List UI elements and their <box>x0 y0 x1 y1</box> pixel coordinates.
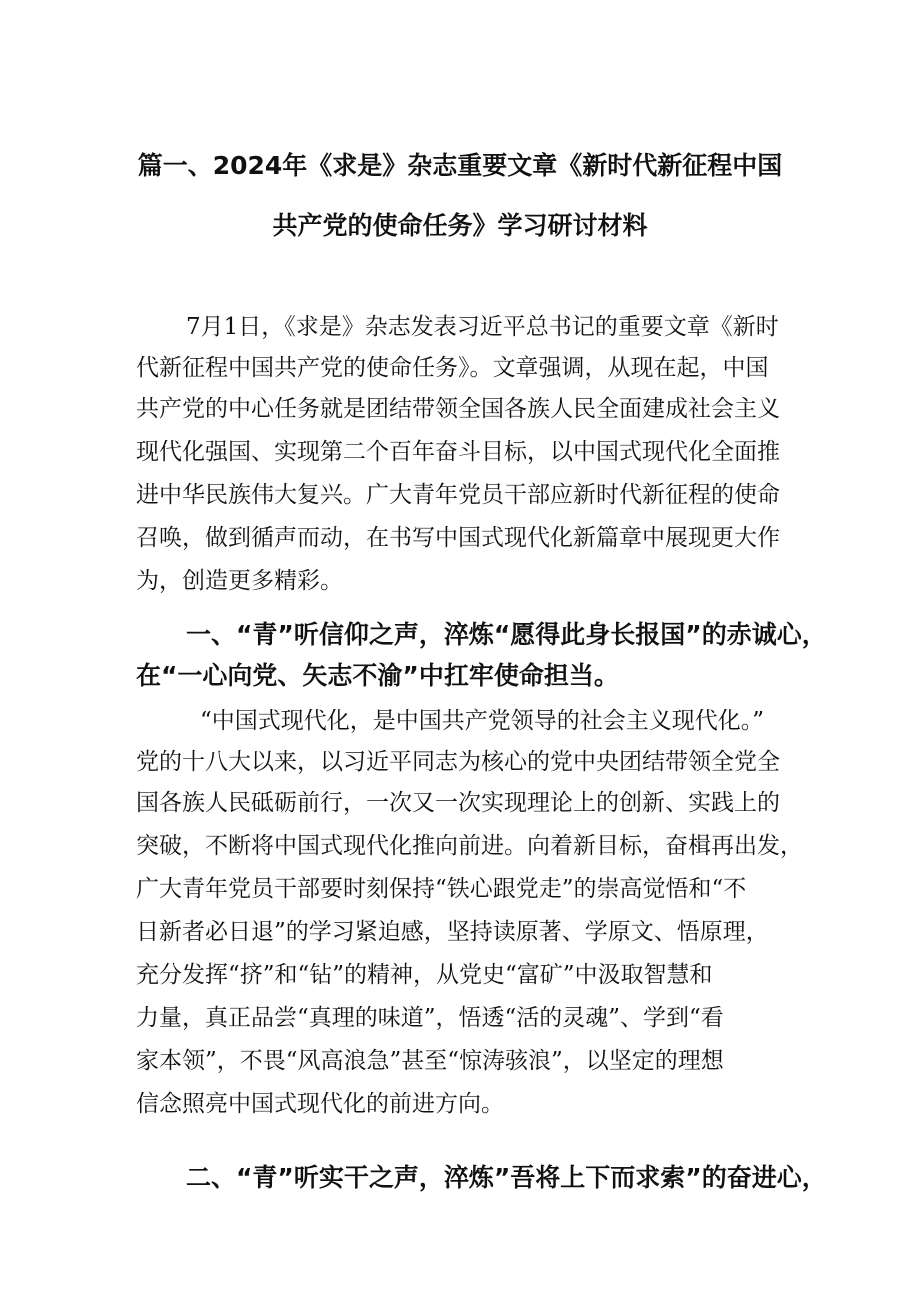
heading-line: 在“一心向党、矢志不渝”中扛牢使命担当。 <box>136 661 619 690</box>
paragraph-line: 共产党的中心任务就是团结带领全国各族人民全面建成社会主义 <box>136 396 780 422</box>
paragraph-line: 召唤，做到循声而动，在书写中国式现代化新篇章中展现更大作 <box>136 525 780 551</box>
heading-line: 一、“青”听信仰之声，淬炼“愿得此身长报国”的赤诚心， <box>186 620 827 649</box>
paragraph-line: 代新征程中国共产党的使命任务》。文章强调，从现在起，中国 <box>136 355 769 381</box>
paragraph-line: 家本领”，不畏“风高浪急”甚至“惊涛骇浪”，以坚定的理想 <box>136 1048 724 1074</box>
paragraph-line: 广大青年党员干部要时刻保持“铁心跟党走”的崇高觉悟和“不 <box>136 876 747 902</box>
paragraph-line: 7月1日，《求是》杂志发表习近平总书记的重要文章《新时 <box>186 314 779 340</box>
paragraph-line: 进中华民族伟大复兴。广大青年党员干部应新时代新征程的使命 <box>136 482 780 508</box>
paragraph-line: 国各族人民砥砺前行，一次又一次实现理论上的创新、实践上的 <box>136 790 780 816</box>
paragraph-line: 突破，不断将中国式现代化推向前进。向着新目标，奋楫再出发， <box>136 833 803 859</box>
paragraph-line: “中国式现代化，是中国共产党领导的社会主义现代化。” <box>200 708 765 734</box>
paragraph-line: 日新者必日退”的学习紧迫感，坚持读原著、学原文、悟原理， <box>136 919 769 945</box>
paragraph-line: 充分发挥“挤”和“钻”的精神，从党史“富矿”中汲取智慧和 <box>136 962 713 988</box>
paragraph-line: 信念照亮中国式现代化的前进方向。 <box>136 1091 504 1117</box>
paragraph-line: 党的十八大以来，以习近平同志为核心的党中央团结带领全党全 <box>136 749 780 775</box>
heading-line: 二、“青”听实干之声，淬炼”吾将上下而求索”的奋进心， <box>186 1163 827 1192</box>
paragraph-line: 为，创造更多精彩。 <box>136 568 343 594</box>
document-title-line-2: 共产党的使命任务》学习研讨材料 <box>272 211 648 240</box>
paragraph-line: 力量，真正品尝“真理的味道”，悟透“活的灵魂”、学到“看 <box>136 1005 724 1031</box>
document-title-line-1: 篇一、2024年《求是》杂志重要文章《新时代新征程中国 <box>137 151 783 180</box>
paragraph-line: 现代化强国、实现第二个百年奋斗目标，以中国式现代化全面推 <box>136 439 780 465</box>
